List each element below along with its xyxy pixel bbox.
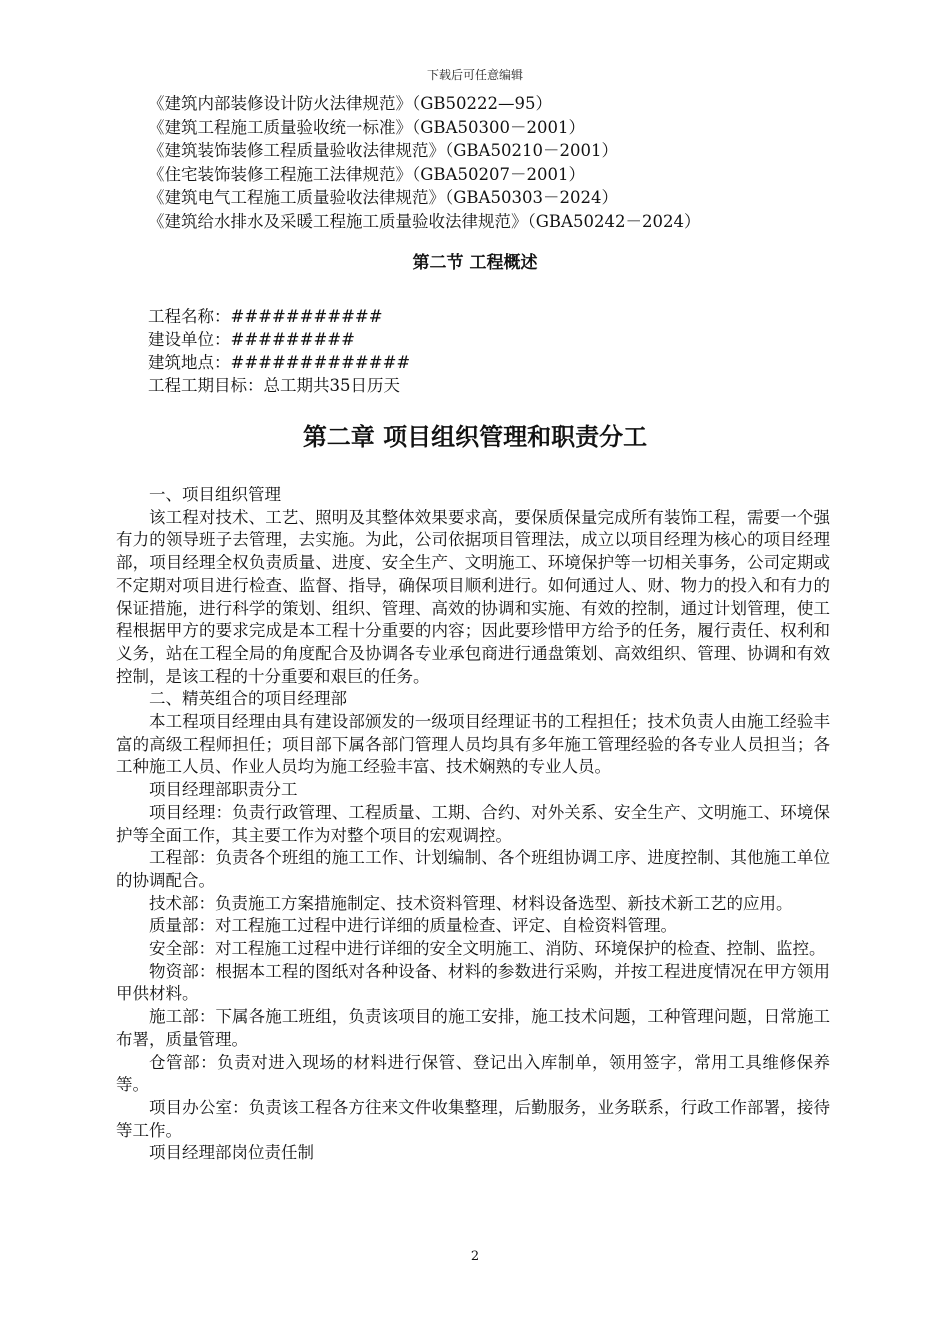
- info-line: 工程工期目标：总工期共35日历天: [148, 376, 400, 395]
- project-info: [148, 305, 848, 397]
- paragraph: 质量部：对工程施工过程中进行详细的质量检查、评定、自检资料管理。: [149, 916, 677, 936]
- section-title: 第二节 工程概述: [412, 253, 538, 273]
- info-line: 工程名称：###########: [148, 307, 383, 326]
- list-item: 《建筑电气工程施工质量验收法律规范》（GBA50303－2024）: [148, 188, 618, 208]
- paragraph: 本工程项目经理由具有建设部颁发的一级项目经理证书的工程担任；技术负责人由施工经验丰富的高级工程师担任；项目部下属各部门管理人员均具有多年施工管理经验的各专业人员担当；各工种施工人员、作业人员均为施工经验丰富、技术娴熟的专业人员。: [116, 712, 830, 777]
- body-text: [116, 484, 830, 1165]
- page-header: 下载后可任意编辑: [426, 68, 523, 82]
- paragraph: 二、精英组合的项目经理部: [149, 689, 347, 709]
- list-item: 《建筑工程施工质量验收统一标准》（GBA50300－2001）: [148, 117, 585, 137]
- paragraph: 项目办公室：负责该工程各方往来文件收集整理，后勤服务，业务联系，行政工作部署，接待等工作。: [116, 1097, 830, 1140]
- paragraph: 物资部：根据本工程的图纸对各种设备、材料的参数进行采购，并按工程进度情况在甲方领用甲供材料。: [116, 961, 830, 1004]
- list-item: 《建筑内部装修设计防火法律规范》（GB50222—95）: [148, 94, 553, 113]
- info-line: 建筑地点：#############: [148, 353, 411, 372]
- paragraph: 工程部：负责各个班组的施工工作、计划编制、各个班组协调工序、进度控制、其他施工单位的协调配合。: [116, 848, 830, 890]
- paragraph: 项目经理部岗位责任制: [149, 1143, 314, 1163]
- paragraph: 一、项目组织管理: [149, 485, 281, 504]
- page-number: 2: [470, 1249, 480, 1264]
- info-line: 建设单位：#########: [148, 330, 355, 349]
- list-item: 《住宅装饰装修工程施工法律规范》（GBA50207－2001）: [148, 164, 585, 184]
- chapter-title: 第二章 项目组织管理和职责分工: [302, 423, 648, 451]
- paragraph: 技术部：负责施工方案措施制定、技术资料管理、材料设备选型、新技术新工艺的应用。: [149, 893, 793, 913]
- paragraph: 安全部：对工程施工过程中进行详细的安全文明施工、消防、环境保护的检查、控制、监控。: [149, 939, 826, 959]
- list-item: 《建筑装饰装修工程质量验收法律规范》（GBA50210－2001）: [148, 141, 618, 161]
- standards-list: [148, 92, 868, 234]
- paragraph: 该工程对技术、工艺、照明及其整体效果要求高，要保质保量完成所有装饰工程，需要一个强有力的领导班子去管理，去实施。为此，公司依据项目管理法，成立以项目经理为核心的项目经理部，项目经理全权负责质量、进度、安全生产、文明施工、环境保护等一切相关事务，公司定期或不定期对项目进行检查、监督、指导，确保项目顺利进行。如何通过人、财、物力的投入和有力的保证措施，进行科学的策划、组织、管理、高效的协调和实施、有效的控制，通过计划管理，使工程根据甲方的要求完成是本工程十分重要的内容；因此要珍惜甲方给予的任务，履行责任、权利和义务，站在工程全局的角度配合及协调各专业承包商进行通盘策划、高效组织、管理、协调和有效控制，是该工程的十分重要和艰巨的任务。: [116, 507, 830, 686]
- paragraph: 仓管部：负责对进入现场的材料进行保管、登记出入库制单，领用签字，常用工具维修保养等。: [116, 1052, 830, 1095]
- list-item: 《建筑给水排水及采暖工程施工质量验收法律规范》（GBA50242－2024）: [148, 211, 701, 231]
- paragraph: 项目经理部职责分工: [149, 780, 298, 800]
- paragraph: 项目经理：负责行政管理、工程质量、工期、合约、对外关系、安全生产、文明施工、环境保护等全面工作，其主要工作为对整个项目的宏观调控。: [116, 802, 830, 845]
- paragraph: 施工部：下属各施工班组，负责该项目的施工安排，施工技术问题，工种管理问题，日常施工布署，质量管理。: [116, 1007, 830, 1049]
